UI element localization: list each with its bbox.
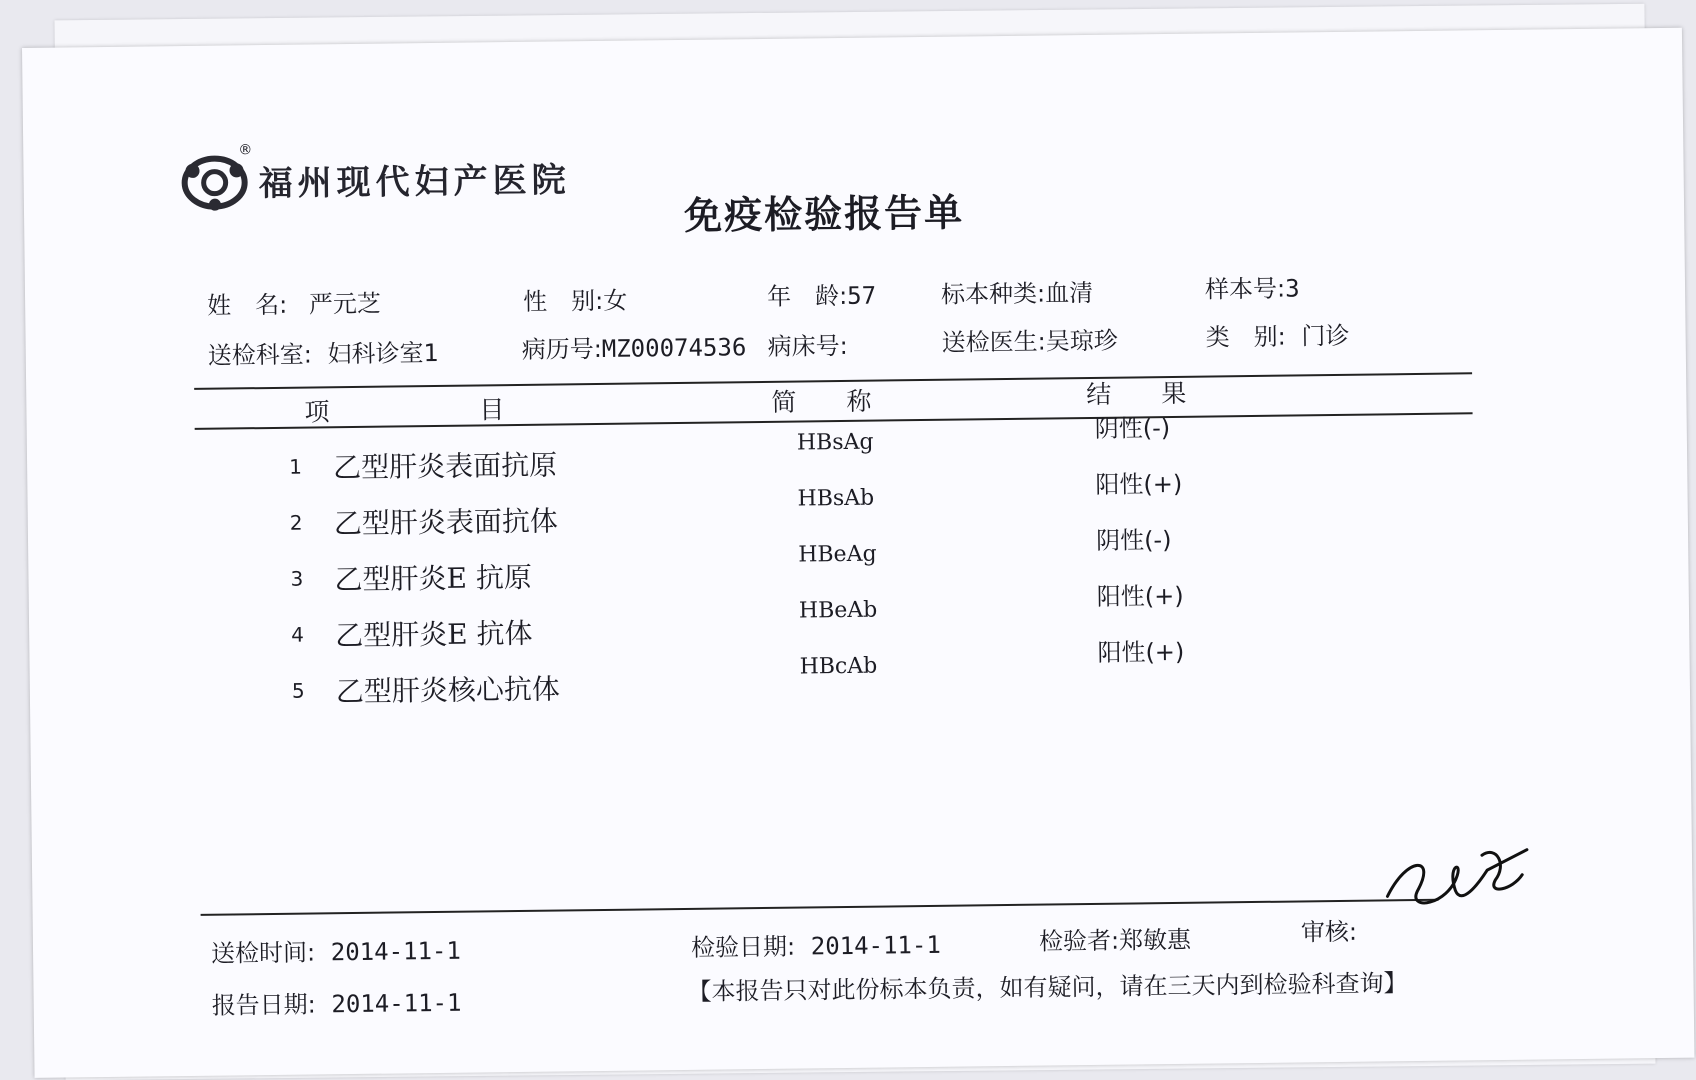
category-value: 门诊 — [1301, 322, 1349, 351]
tester-label: 检验者: — [1039, 927, 1119, 956]
test-date-value: 2014-11-1 — [811, 931, 941, 961]
sex-value: 女 — [603, 287, 627, 315]
test-item-name: 乙型肝炎E 抗原 — [334, 556, 532, 598]
send-time-label: 送检时间: — [211, 938, 315, 967]
record-label: 病历号: — [522, 335, 602, 364]
test-abbreviation: HBeAg — [798, 542, 877, 568]
review-label: 审核: — [1301, 918, 1357, 947]
test-abbreviation: HBsAb — [797, 486, 874, 512]
test-item-name: 乙型肝炎核心抗体 — [336, 667, 560, 710]
specimen-label: 标本种类: — [941, 280, 1045, 309]
test-item-name: 乙型肝炎表面抗原 — [333, 443, 557, 486]
sex-field — [523, 281, 628, 317]
test-result: 阳性(+) — [1097, 576, 1184, 612]
test-result: 阴性(-) — [1096, 520, 1172, 556]
sample-no-value: 3 — [1285, 274, 1300, 302]
disclaimer-notice: 【本报告只对此份标本负责，如有疑问，请在三天内到检验科查询】 — [687, 963, 1407, 1007]
patient-name-field — [207, 284, 381, 321]
signature-icon — [1377, 835, 1538, 917]
registered-mark: ® — [238, 142, 252, 158]
tester-value: 郑敏惠 — [1119, 926, 1191, 955]
test-abbreviation: HBsAg — [797, 430, 874, 456]
doctor-field — [941, 321, 1118, 358]
test-result: 阳性(+) — [1097, 632, 1184, 668]
send-time-field — [211, 931, 461, 969]
test-date-label: 检验日期: — [691, 933, 795, 962]
test-abbreviation: HBcAb — [799, 654, 877, 680]
tester-field — [1039, 920, 1192, 957]
specimen-value: 血清 — [1045, 279, 1093, 308]
test-result: 阴性(-) — [1094, 408, 1170, 444]
report-date-field — [211, 983, 461, 1021]
test-item-name: 乙型肝炎表面抗体 — [334, 499, 558, 542]
header-item: 项 目 — [304, 390, 504, 428]
doctor-value: 吴琼珍 — [1046, 327, 1118, 356]
doctor-label: 送检医生: — [941, 328, 1045, 357]
dept-value: 妇科诊室1 — [327, 339, 439, 368]
footer-rule — [201, 899, 1439, 916]
test-result: 阳性(+) — [1095, 464, 1182, 500]
review-field — [1301, 912, 1358, 948]
row-number: 4 — [291, 623, 304, 647]
report-date-label: 报告日期: — [212, 990, 316, 1019]
sample-no-label: 样本号: — [1205, 275, 1285, 304]
report-sheet — [22, 28, 1694, 1078]
report-date-value: 2014-11-1 — [331, 989, 461, 1019]
test-item-name: 乙型肝炎E 抗体 — [335, 612, 533, 654]
dept-label: 送检科室: — [208, 340, 312, 369]
record-value: MZ00074536 — [602, 333, 747, 363]
header-abbr: 简 称 — [771, 382, 871, 419]
test-abbreviation: HBeAb — [799, 598, 878, 624]
age-field — [767, 276, 876, 312]
send-time-value: 2014-11-1 — [331, 937, 461, 967]
age-label: 年 龄: — [767, 282, 847, 311]
record-field — [521, 327, 746, 365]
category-field — [1205, 316, 1349, 353]
test-date-field — [691, 925, 941, 963]
hospital-logo — [178, 144, 571, 213]
hospital-name: 福州现代妇产医院 — [258, 152, 571, 205]
row-number: 2 — [290, 511, 303, 535]
header-result: 结 果 — [1086, 374, 1186, 411]
report-title: 免疫检验报告单 — [684, 182, 965, 240]
category-label: 类 别: — [1205, 323, 1285, 352]
sample-no-field — [1205, 268, 1300, 304]
patient-name: 严元芝 — [309, 290, 381, 319]
row-number: 1 — [289, 455, 302, 479]
sex-label: 性 别: — [523, 287, 603, 316]
age-value: 57 — [847, 282, 876, 310]
dept-field — [208, 333, 439, 371]
bed-field — [767, 326, 848, 362]
bed-label: 病床号: — [768, 332, 848, 361]
row-number: 3 — [290, 567, 303, 591]
row-number: 5 — [292, 679, 305, 703]
specimen-field — [941, 273, 1094, 310]
patient-name-label: 姓 名: — [207, 291, 287, 320]
